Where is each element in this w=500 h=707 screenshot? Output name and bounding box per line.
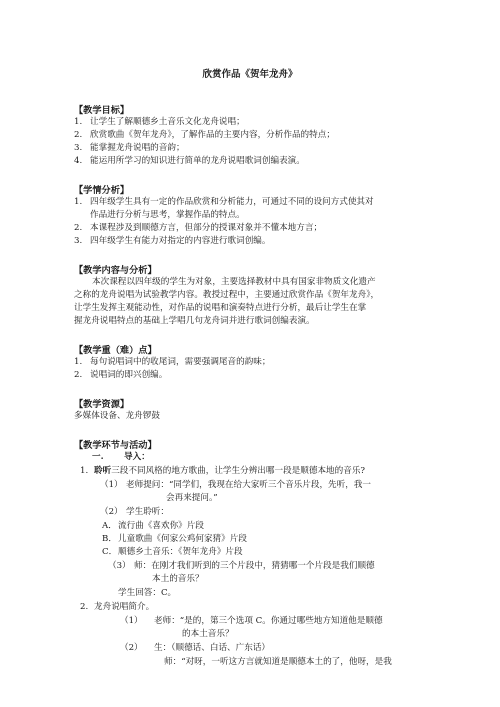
process-step-1: 1. 聆听三段不同风格的地方歌曲，让学生分辨出哪一段是顺德本地的音乐?	[80, 466, 366, 476]
list-item: 1. 每句说唱词中的收尾词，需要强调尾音的韵味；	[74, 357, 271, 367]
process-substep-continuation: 的本土音乐？	[182, 629, 234, 639]
section-heading-resources: 【教学资源】	[74, 399, 130, 410]
process-substep: （2） 学生聆听：	[100, 507, 169, 517]
option-item: C．顺德乡土音乐：《贺年龙舟》片段	[102, 547, 243, 557]
process-substep-continuation: 会再来提问。”	[166, 493, 218, 503]
option-item: B．儿童歌曲《何家公鸡何家猜》片段	[102, 534, 247, 544]
section-heading-analysis: 【学情分析】	[74, 185, 130, 196]
list-item: 4. 能运用所学习的知识进行简单的龙舟说唱歌词创编表演。	[74, 156, 305, 166]
process-substep: （3） 师：在刚才我们听到的三个片段中，猜猜哪一个片段是我们顺德	[108, 561, 375, 571]
list-item: 1. 让学生了解顺德乡土音乐文化龙舟说唱；	[74, 117, 245, 127]
section-heading-process: 【教学环节与活动】	[74, 440, 157, 451]
section-heading-content: 【教学内容与分析】	[74, 265, 157, 276]
student-answer: 学生回答：C。	[118, 588, 177, 598]
process-intro: 一. 导入：	[92, 452, 150, 462]
paragraph-line: 握龙舟说唱特点的基础上学唱几句龙舟词并进行歌词创编表演。	[74, 316, 315, 326]
list-item: 1. 四年级学生具有一定的作品欣赏和分析能力，可通过不同的设问方式使其对	[74, 197, 374, 207]
process-substep-continuation: 本土的音乐？	[152, 574, 204, 584]
paragraph-line: 本次课程以四年级的学生为对象，主要选择教材中具有国家非物质文化遗产	[92, 277, 376, 287]
list-item: 2. 说唱词的即兴创编。	[74, 370, 168, 380]
process-substep: （1） 老师提问：“同学们，我现在给大家听三个音乐片段，先听，我一	[100, 480, 372, 490]
page-title: 欣赏作品《贺年龙舟》	[202, 69, 298, 80]
resources-text: 多媒体设备、龙舟锣鼓	[74, 411, 160, 421]
paragraph-line: 之称的龙舟说唱为试验教学内容。教授过程中，主要通过欣赏作品《贺年龙舟》，	[74, 290, 380, 300]
paragraph-line: 让学生发挥主观能动性，对作品的说唱和演奏特点进行分析，最后让学生在掌	[74, 303, 367, 313]
process-step-2: 2. 龙舟说唱简介。	[80, 602, 155, 612]
list-item: 2. 本课程涉及到顺德方言，但部分的授课对象并不懂本地方言；	[74, 223, 323, 233]
list-item-continuation: 作品进行分析与思考，掌握作品的特点。	[90, 210, 245, 220]
list-item: 3. 四年级学生有能力对指定的内容进行歌词创编。	[74, 236, 271, 246]
section-heading-keypoints: 【教学重（难）点】	[74, 345, 157, 356]
process-substep: （2） 生：（顺德话、白话、广东话）	[120, 643, 271, 653]
process-substep: （1） 老师：“是的，第三个选项 C。你通过哪些地方知道他是顺德	[120, 616, 383, 626]
process-substep-continuation: 师：“对呀，一听这方言就知道是顺德本土的了，他呀，是我	[164, 657, 392, 667]
option-item: A．流行曲《喜欢你》片段	[102, 521, 204, 531]
list-item: 3. 能掌握龙舟说唱的音韵；	[74, 143, 185, 153]
list-item: 2. 欣赏歌曲《贺年龙舟》，了解作品的主要内容，分析作品的特点；	[74, 130, 335, 140]
section-heading-objectives: 【教学目标】	[74, 105, 130, 116]
